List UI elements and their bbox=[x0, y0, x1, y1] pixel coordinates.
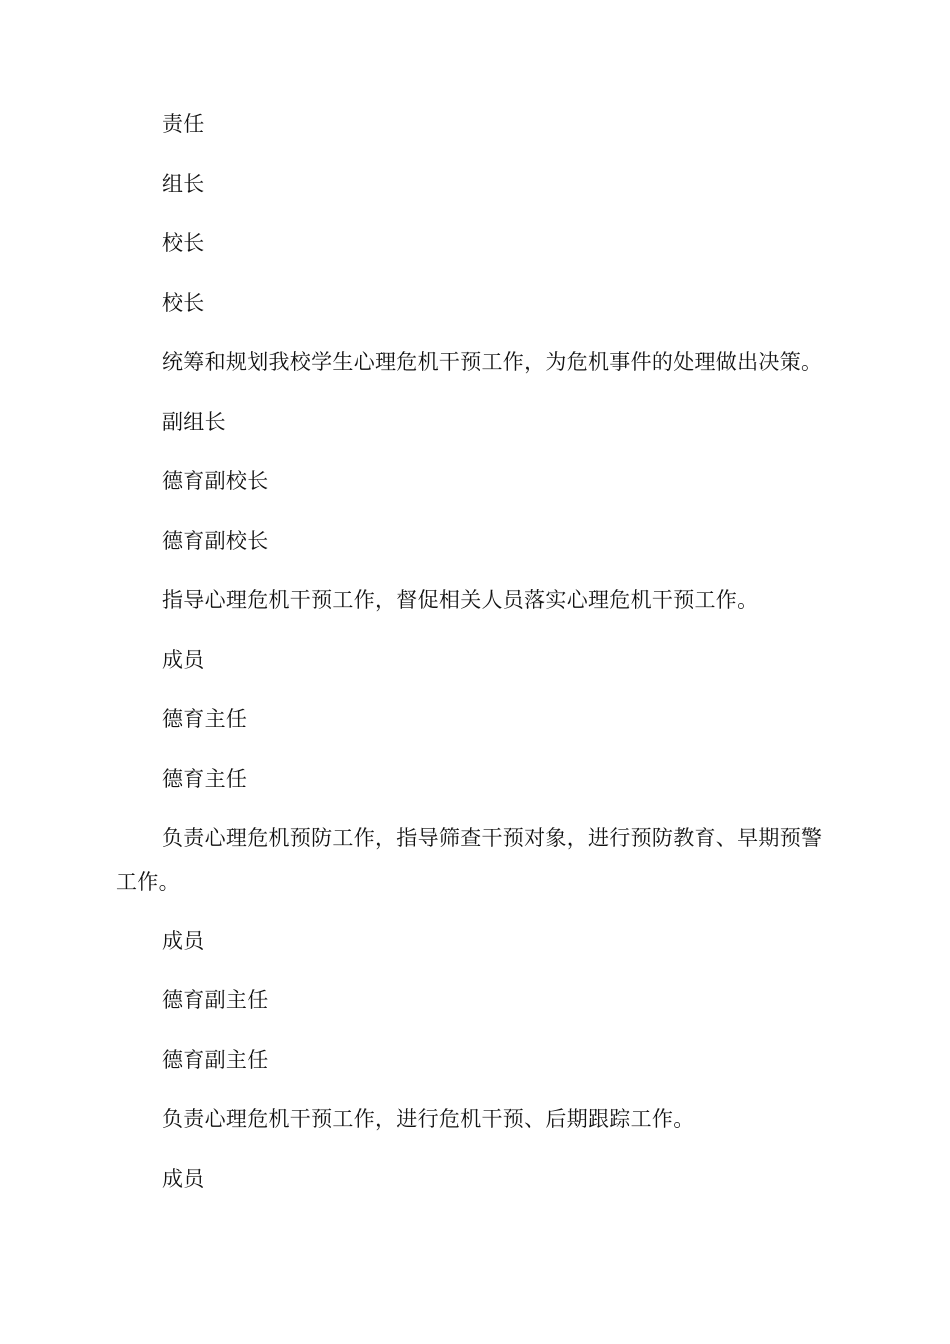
paragraph: 组长 bbox=[162, 172, 205, 196]
paragraph: 成员 bbox=[162, 1167, 205, 1191]
paragraph: 德育副校长 bbox=[162, 529, 269, 553]
paragraph: 负责心理危机干预工作，进行危机干预、后期跟踪工作。 bbox=[162, 1107, 695, 1131]
paragraph: 德育主任 bbox=[162, 707, 248, 731]
paragraph: 成员 bbox=[162, 648, 205, 672]
paragraph: 校长 bbox=[162, 231, 205, 255]
paragraph: 责任 bbox=[162, 112, 205, 136]
paragraph: 统筹和规划我校学生心理危机干预工作，为危机事件的处理做出决策。 bbox=[162, 350, 823, 374]
paragraph: 德育副校长 bbox=[162, 469, 269, 493]
paragraph: 德育副主任 bbox=[162, 988, 269, 1012]
paragraph: 指导心理危机干预工作，督促相关人员落实心理危机干预工作。 bbox=[162, 588, 759, 612]
paragraph: 德育主任 bbox=[162, 767, 248, 791]
paragraph: 副组长 bbox=[162, 410, 226, 434]
paragraph: 校长 bbox=[162, 291, 205, 315]
paragraph: 德育副主任 bbox=[162, 1048, 269, 1072]
paragraph: 成员 bbox=[162, 929, 205, 953]
paragraph: 负责心理危机预防工作，指导筛查干预对象，进行预防教育、早期预警工作。 bbox=[116, 826, 823, 894]
